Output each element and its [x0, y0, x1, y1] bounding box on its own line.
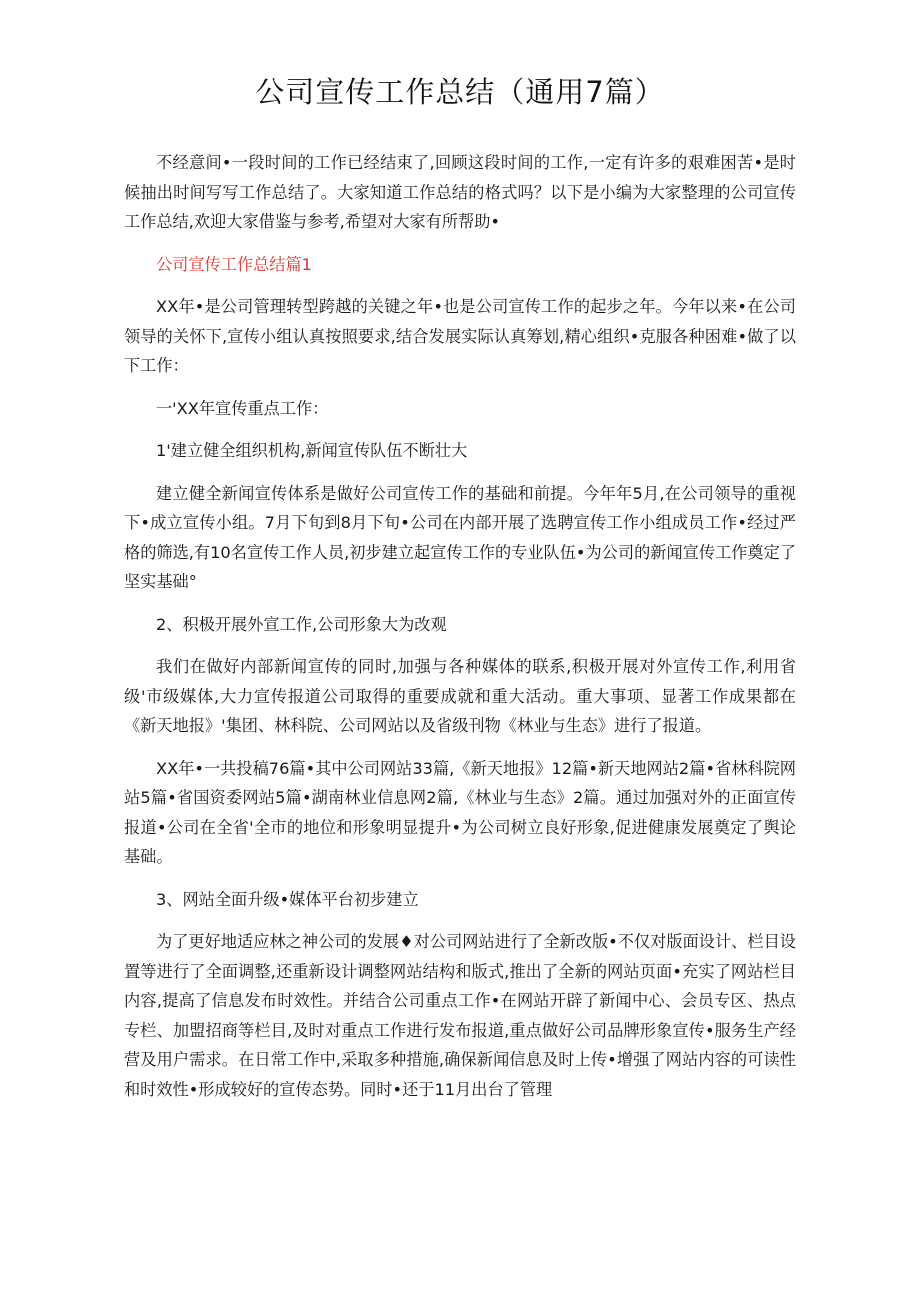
subheading-1: 1'建立健全组织机构,新闻宣传队伍不断壮大	[156, 441, 468, 460]
main-heading: 一'XX年宣传重点工作：	[156, 398, 329, 418]
section-heading: 公司宣传工作总结篇1	[156, 254, 312, 274]
paragraph-2: 建立健全新闻宣传体系是做好公司宣传工作的基础和前提。今年年5月,在公司领导的重视下•成立宣传小组。7月下旬到8月下旬•公司在内部开展了选聘宣传工作小组成员工作•经过严格的筛选,有10名宣传工作人员,初步建立起宣传工作的专业队伍•为公司的新闻宣传工作奠定了坚实基础°	[124, 483, 796, 591]
intro-paragraph: 不经意间•一段时间的工作已经结束了,回顾这段时间的工作,一定有许多的艰难困苦•是时候抽出时间写写工作总结了。大家知道工作总结的格式吗？以下是小编为大家整理的公司宣传工作总结,欢迎大家借鉴与参考,希望对大家有所帮助•	[124, 153, 796, 231]
subheading-3: 3、网站全面升级•媒体平台初步建立	[156, 889, 419, 909]
paragraph-4: XX年•一共投稿76篇•其中公司网站33篇,《新天地报》12篇•新天地网站2篇•省林科院网站5篇•省国资委网站5篇•湖南林业信息网2篇,《林业与生态》2篇。通过加强对外的正面宣传报道•公司在全省'全市的地位和形象明显提升•为公司树立良好形象,促进健康发展奠定了舆论基础。	[124, 758, 796, 866]
paragraph-5: 为了更好地适应林之神公司的发展♦对公司网站进行了全新改版•不仅对版面设计、栏目设置等进行了全面调整,还重新设计调整网站结构和版式,推出了全新的网站页面•充实了网站栏目内容,提高了信息发布时效性。并结合公司重点工作•在网站开辟了新闻中心、会员专区、热点专栏、加盟招商等栏目,及时对重点工作进行发布报道,重点做好公司品牌形象宣传•服务生产经营及用户需求。在日常工作中,采取多种措施,确保新闻信息及时上传•增强了网站内容的可读性和时效性•形成较好的宣传态势。同时•还于11月出台了管理	[124, 932, 796, 1099]
subheading-2: 2、积极开展外宣工作,公司形象大为改观	[156, 614, 447, 634]
document-body	[124, 148, 796, 1117]
document-title: 公司宣传工作总结（通用7篇）	[255, 75, 665, 109]
paragraph-1: XX年•是公司管理转型跨越的关键之年•也是公司宣传工作的起步之年。今年以来•在公司领导的关怀下,宣传小组认真按照要求,结合发展实际认真筹划,精心组织•克服各种困难•做了以下工作：	[124, 297, 796, 375]
paragraph-3: 我们在做好内部新闻宣传的同时,加强与各种媒体的联系,积极开展对外宣传工作,利用省级'市级媒体,大力宣传报道公司取得的重要成就和重大活动。重大事项、显著工作成果都在《新天地报》'集团、林科院、公司网站以及省级刊物《林业与生态》进行了报道。	[124, 657, 796, 735]
